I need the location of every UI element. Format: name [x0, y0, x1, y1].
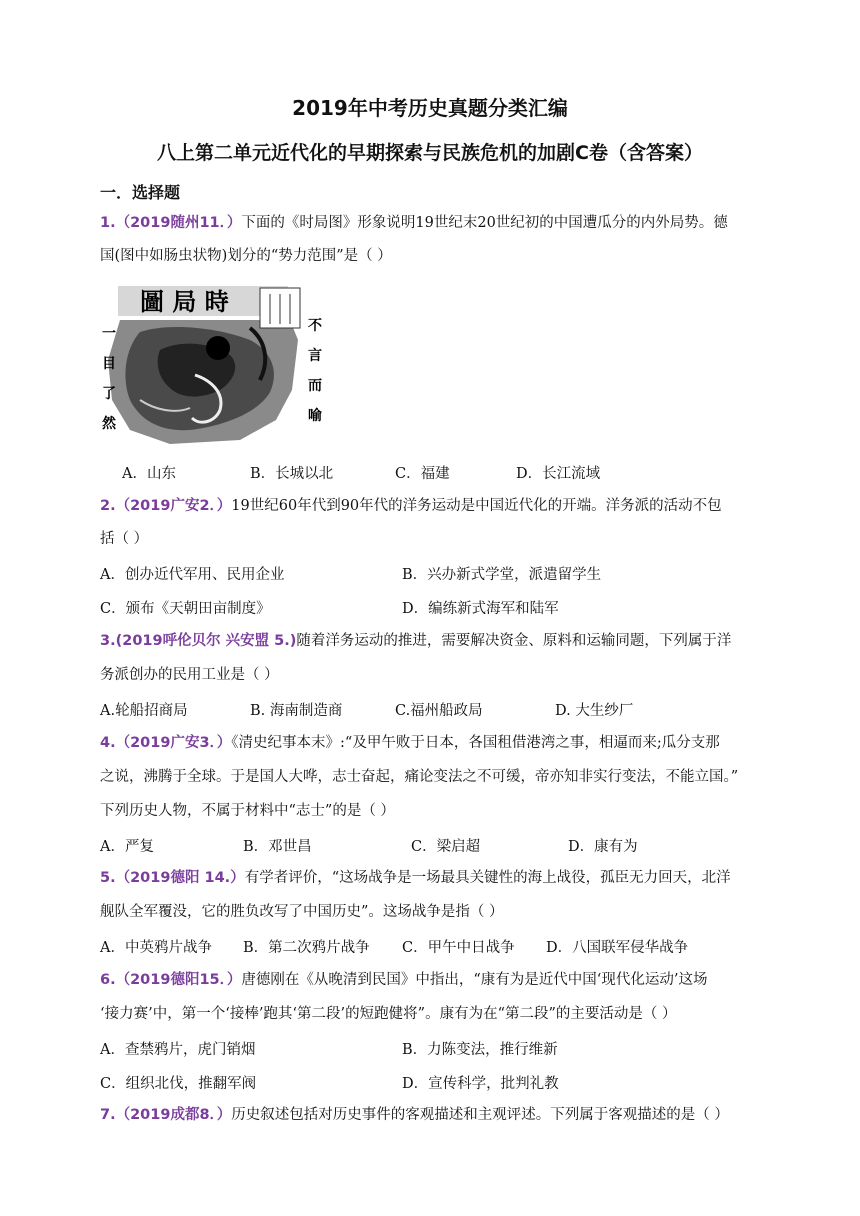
- question-5-option-a: A．中英鸦片战争: [100, 940, 212, 956]
- political-cartoon-map-image: [100, 280, 328, 448]
- section-heading: 一．选择题: [100, 183, 181, 202]
- map-left-char: 然: [102, 416, 116, 432]
- map-right-char: 而: [308, 378, 322, 394]
- question-6-option-a: A．查禁鸦片，虎门销烟: [100, 1042, 256, 1058]
- map-left-char: 了: [102, 386, 116, 402]
- question-1-line-2: 国(图中如肠虫状物)划分的“势力范围”是（ ）: [100, 248, 392, 264]
- question-1-option-a: A．山东: [122, 466, 176, 482]
- question-4-option-a: A．严复: [100, 839, 154, 855]
- question-2-option-d: D．编练新式海军和陆军: [402, 601, 559, 617]
- question-5-line-2: 舰队全军覆没，它的胜负改写了中国历史”。这场战争是指（ ）: [100, 904, 504, 920]
- question-3-option-a: A.轮船招商局: [100, 703, 188, 719]
- question-1-option-c: C．福建: [395, 466, 450, 482]
- document-subtitle: 八上第二单元近代化的早期探索与民族危机的加剧C卷（含答案）: [157, 142, 703, 164]
- map-title: 圖 局 時: [140, 287, 229, 316]
- question-7-line-1: 7.（2019成都8．）历史叙述包括对历史事件的客观描述和主观评述。下列属于客观描述的是（ ）: [100, 1107, 729, 1123]
- question-4-line-2: 之说，沸腾于全球。于是国人大哗，志士奋起，痛论变法之不可缓，帝亦知非实行变法，不能立国。”: [100, 769, 739, 785]
- question-3-source: 3.(2019呼伦贝尔 兴安盟 5.): [100, 633, 297, 649]
- map-left-char: 目: [102, 356, 116, 372]
- question-6-line-2: ‘接力赛’中，第一个‘接棒’跑其‘第二段’的短跑健将”。康有为在“第二段”的主要活动是（ ）: [100, 1006, 677, 1022]
- question-4-option-b: B．邓世昌: [243, 839, 312, 855]
- question-1-option-b: B．长城以北: [250, 466, 334, 482]
- question-1-option-d: D．长江流域: [516, 466, 601, 482]
- question-3-option-b: B. 海南制造商: [250, 703, 343, 719]
- question-5-option-b: B．第二次鸦片战争: [243, 940, 370, 956]
- question-2-line-1: 2.（2019广安2．）19世纪60年代到90年代的洋务运动是中国近代化的开端。洋务派的活动不包: [100, 498, 722, 514]
- question-3-line-1: 3.(2019呼伦贝尔 兴安盟 5.)随着洋务运动的推进，需要解决资金、原料和运输同题，下列属于洋: [100, 633, 732, 649]
- question-4-line-3: 下列历史人物，不属于材料中“志士”的是（ ）: [100, 803, 395, 819]
- map-right-char: 言: [308, 348, 322, 364]
- question-3-line-2: 务派创办的民用工业是（ ）: [100, 667, 279, 683]
- question-5-line-1: 5.（2019德阳 14.）有学者评价，“这场战争是一场最具关键性的海上战役，孤臣无力回天，北洋: [100, 870, 731, 886]
- map-left-char: 一: [102, 326, 116, 342]
- question-6-option-c: C．组织北伐，推翻军阀: [100, 1076, 257, 1092]
- question-4-line-1: 4.（2019广安3．）《清史纪事本末》:“及甲午败于日本，各国租借港湾之事，相逼而来;瓜分支那: [100, 735, 720, 751]
- question-3-option-d: D. 大生纱厂: [555, 703, 634, 719]
- question-1-source: 1.（2019随州11．）: [100, 215, 242, 231]
- map-right-char: 不: [308, 318, 322, 334]
- question-2-option-b: B．兴办新式学堂，派遣留学生: [402, 567, 602, 583]
- question-5-source: 5.（2019德阳 14.）: [100, 870, 245, 886]
- question-7-source: 7.（2019成都8．）: [100, 1107, 232, 1123]
- question-5-option-c: C．甲午中日战争: [402, 940, 515, 956]
- question-5-option-d: D．八国联军侵华战争: [546, 940, 689, 956]
- question-4-option-c: C．梁启超: [411, 839, 481, 855]
- question-3-option-c: C.福州船政局: [395, 703, 483, 719]
- question-2-option-c: C．颁布《天朝田亩制度》: [100, 601, 271, 617]
- question-1-line-1: 1.（2019随州11．）下面的《时局图》形象说明19世纪末20世纪初的中国遭瓜分的内外局势。德: [100, 215, 728, 231]
- question-6-line-1: 6.（2019德阳15．）唐德刚在《从晚清到民国》中指出，“康有为是近代中国‘现代化运动’这场: [100, 972, 708, 988]
- document-title: 2019年中考历史真题分类汇编: [292, 96, 568, 120]
- question-4-option-d: D．康有为: [568, 839, 638, 855]
- map-right-char: 喻: [308, 408, 322, 424]
- question-6-option-b: B．力陈变法，推行维新: [402, 1042, 558, 1058]
- question-4-source: 4.（2019广安3．）: [100, 735, 232, 751]
- question-6-option-d: D．宣传科学，批判礼教: [402, 1076, 559, 1092]
- question-6-source: 6.（2019德阳15．）: [100, 972, 242, 988]
- question-2-option-a: A．创办近代军用、民用企业: [100, 567, 285, 583]
- question-2-source: 2.（2019广安2．）: [100, 498, 232, 514]
- question-2-line-2: 括（ ）: [100, 531, 149, 547]
